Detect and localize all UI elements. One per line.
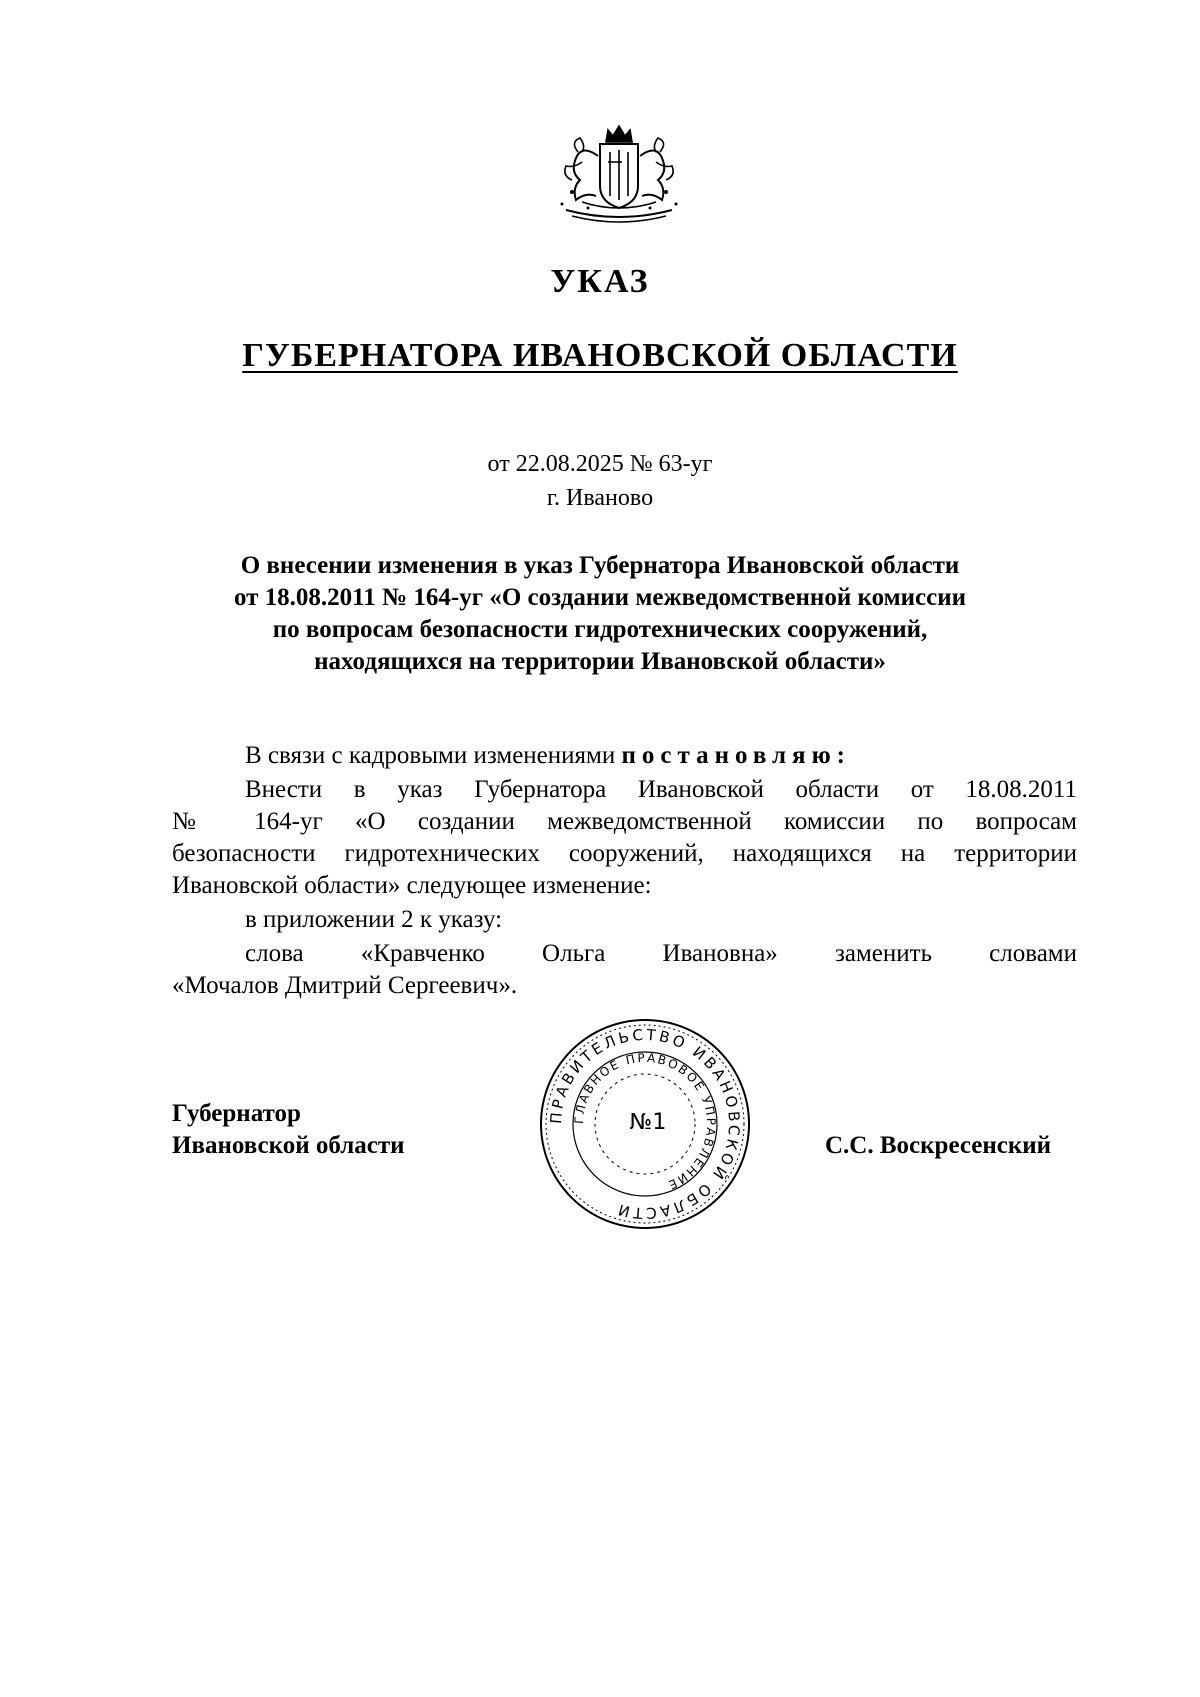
body-line: безопасности гидротехнических сооружений, находящихся на территории — [172, 840, 1077, 867]
stamp-outer-text: ПРАВИТЕЛЬСТВО ИВАНОВСКОЙ ОБЛАСТИ — [546, 1025, 744, 1223]
stamp-number: №1 — [629, 1110, 667, 1135]
body-line: Ивановской области» следующее изменение: — [172, 872, 652, 899]
signatory-position: Губернатор — [172, 1100, 301, 1127]
subject-line: О внесении изменения в указ Губернатора Ивановской области — [240, 552, 960, 579]
signatory-name: С.С. Воскресенский — [825, 1132, 1052, 1159]
resolution-keyword: постановляю: — [621, 742, 852, 769]
body-line: Внести в указ Губернатора Ивановской области от 18.08.2011 — [245, 776, 1077, 803]
preamble-paragraph — [245, 740, 851, 772]
body-line: «Мочалов Дмитрий Сергеевич». — [172, 972, 518, 999]
date-number-line: от 22.08.2025 № 63-уг — [487, 451, 713, 477]
body-line: слова «Кравченко Ольга Ивановна» заменить словами — [245, 940, 1077, 967]
coat-of-arms-emblem — [552, 122, 686, 228]
issuer-title: ГУБЕРНАТОРА ИВАНОВСКОЙ ОБЛАСТИ — [242, 337, 958, 374]
body-line: в приложении 2 к указу: — [245, 906, 503, 933]
document-title: УКАЗ — [550, 263, 650, 300]
signatory-position: Ивановской области — [172, 1132, 405, 1159]
preamble-text: В связи с кадровыми изменениями — [245, 742, 622, 769]
city-line: г. Иваново — [546, 485, 654, 511]
subject-line: от 18.08.2011 № 164-уг «О создании межведомственной комиссии — [233, 584, 967, 611]
stamp-inner-text: ГЛАВНОЕ ПРАВОВОЕ УПРАВЛЕНИЕ — [571, 1050, 719, 1193]
body-line: № 164-уг «О создании межведомственной комиссии по вопросам — [172, 808, 1077, 835]
subject-line: находящихся на территории Ивановской области» — [314, 648, 886, 675]
official-stamp — [538, 1017, 752, 1231]
subject-line: по вопросам безопасности гидротехнических сооружений, — [272, 616, 928, 643]
